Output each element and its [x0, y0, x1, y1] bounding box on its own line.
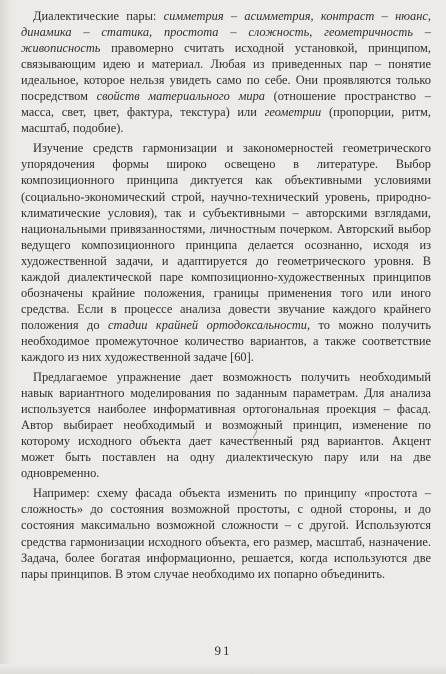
italic-term: свойств материального мира: [96, 89, 265, 104]
paragraph-exercise-description: [21, 369, 431, 481]
pencil-mark-icon: [251, 425, 258, 439]
paragraph-harmonization-study: [21, 140, 431, 365]
text-run: (отношение пространство – масса, свет, цвет, фактура, текстура) или: [21, 89, 431, 120]
text-run: Предлагаемое упражнение дает возможность получить необходимый навык вариантного моделирования по заданным параметрам. Для анализа используется наиболее информативная ортогональная проекция – фасад. Автор выбирает необходимый и возможный принцип, изменение по которому исходного объекта дает качественный ряд вариантов. Акцент может быть поставлен на одну диалектическую пару или на две одновременно.: [21, 370, 431, 481]
page-number: 91: [214, 643, 232, 658]
scan-shadow-bottom: [0, 664, 446, 674]
page-body: [21, 8, 431, 582]
italic-term: геометрии: [264, 105, 322, 120]
text-run: Диалектические пары:: [33, 9, 164, 23]
scan-shadow-left: [0, 0, 12, 674]
text-run: , то можно получить необходимое промежуточное количество вариантов, а также соответствие каждого из них художественной задаче [60].: [21, 317, 431, 364]
paragraph-example: [21, 485, 431, 581]
text-run: Например: схему фасада объекта изменить по принципу «простота – сложность» до состояния возможной простоты, с одной стороны, и до состояния максимально возможной сложности – с другой. Используются средства гармонизации исходного объекта, его размер, масштаб, назначение. Задача, более богатая информационно, решается, когда используются две пары принципов. В этом случае необходимо их попарно объединить.: [21, 486, 431, 581]
italic-term: симметрия – асимметрия, контраст – нюанс, динамика – статика, простота – сложность, геометричность – живописность: [21, 9, 431, 56]
paragraph-dialectical-pairs: [21, 8, 431, 136]
text-run: Изучение средств гармонизации и закономерностей геометрического упорядочения формы широко освещено в литературе. Выбор композиционного принципа диктуется как объективными условиями (социально-экономический строй, научно-технический уровень, природно-климатические условия), так и субъективными – авторскими взглядами, национальными привязанностями, личностным почерком. Авторский выбор ведущего композиционного принципа делается осознанно, исходя из художественной задачи, и адаптируется до геометрического уровня. В каждой диалектической паре композиционно-художественных принципов обозначены крайние положения, границы применения того или иного средства. Если в процессе анализа довести звучание каждого крайнего положения до: [21, 141, 431, 332]
italic-term: стадии крайней ортодоксальности: [108, 317, 307, 332]
text-run: (пропорции, ритм, масштаб, подобие).: [21, 105, 431, 136]
text-run: правомерно считать исходной установкой, принципом, связывающим идею и материал. Любая из приведенных пар – понятие идеальное, которое нельзя увидеть само по себе. Они проявляются только посредством: [21, 41, 431, 104]
